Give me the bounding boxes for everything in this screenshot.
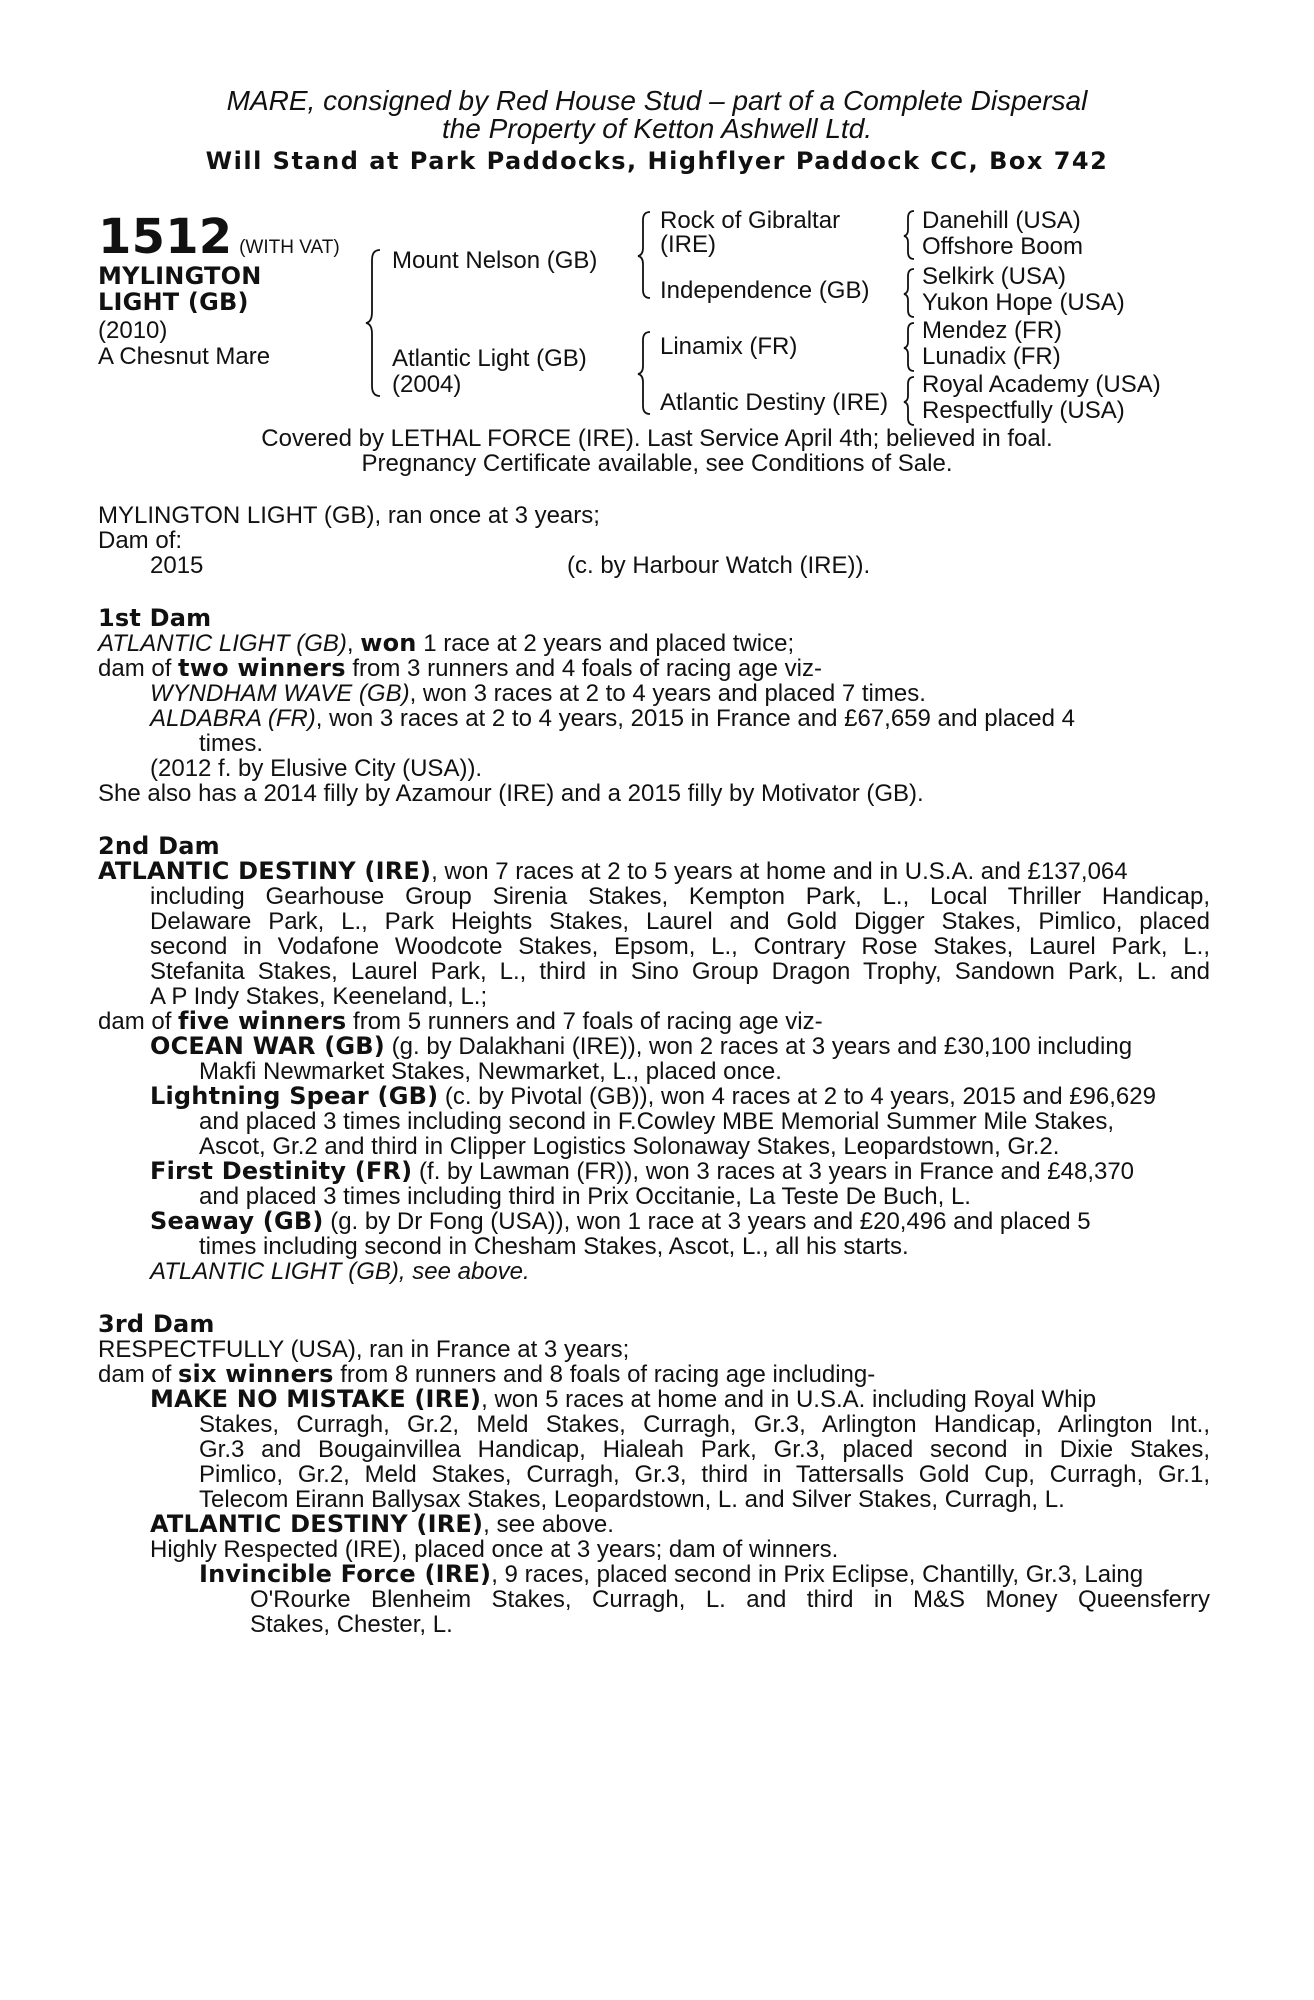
text: dam of (98, 655, 179, 682)
winner-name: WYNDHAM WAVE (GB) (150, 680, 410, 707)
text: from 8 runners and 8 foals of racing age including- (333, 1361, 876, 1388)
sep: , (346, 630, 361, 657)
third-dam-winner-1-l4: Pimlico, Gr.2, Meld Stakes, Curragh, Gr.3, third in Tattersalls Gold Cup, Curragh, Gr.1, (199, 1461, 1210, 1488)
offspring-record: (g. by Dalakhani (IRE)), won 2 races at 3 years and £30,100 including (384, 1033, 1133, 1060)
ds-parents-brace (904, 322, 918, 372)
third-dam-highly-respected: Highly Respected (IRE), placed once at 3 years; dam of winners. (150, 1536, 839, 1563)
produce-year: 2015 (150, 552, 204, 579)
sd-dam-name: Yukon Hope (USA) (922, 289, 1125, 316)
third-dam-winner-1-l5: Telecom Eirann Ballysax Stakes, Leopardstown, L. and Silver Stakes, Curragh, L. (199, 1486, 1065, 1513)
offspring-name: Seaway (GB) (150, 1207, 324, 1235)
lot-year: (2010) (98, 317, 168, 344)
vat-label: (WITH VAT) (239, 237, 340, 258)
offspring-3-cont: and placed 3 times including third in Prix Occitanie, La Teste De Buch, L. (199, 1183, 971, 1210)
offspring-1 (150, 1034, 1132, 1059)
consignor-line: MARE, consigned by Red House Stud – part of a Complete Dispersal (226, 85, 1088, 116)
text: from 3 runners and 4 foals of racing age viz- (345, 655, 822, 682)
second-dam-line4: second in Vodafone Woodcote Stakes, Epsom, L., Contrary Rose Stakes, Laurel Park, L., (150, 933, 1210, 960)
offspring-2-cont1: and placed 3 times including second in F.Cowley MBE Memorial Summer Mile Stakes, (199, 1108, 1115, 1135)
winner-name: MAKE NO MISTAKE (IRE) (150, 1385, 482, 1413)
dam-name: Atlantic Light (GB) (392, 345, 587, 372)
winner-name: ATLANTIC DESTINY (IRE) (150, 1510, 484, 1538)
third-dam-line1: RESPECTFULLY (USA), ran in France at 3 years; (98, 1336, 630, 1363)
offspring-record: (g. by Dr Fong (USA)), won 1 race at 3 years and £20,496 and placed 5 (323, 1208, 1091, 1235)
second-dam-name: ATLANTIC DESTINY (IRE) (98, 857, 432, 885)
text: dam of (98, 1361, 179, 1388)
first-dam-also: She also has a 2014 filly by Azamour (IRE) and a 2015 filly by Motivator (GB). (98, 780, 924, 807)
sire-name: Mount Nelson (GB) (392, 247, 598, 274)
location-line: Will Stand at Park Paddocks, Highflyer Paddock CC, Box 742 (205, 147, 1109, 175)
first-dam-winner-2 (150, 706, 1075, 731)
lot-number: 1512 (98, 209, 233, 265)
second-dam-line3: Delaware Park, L., Park Heights Stakes, Laurel and Gold Digger Stakes, Pimlico, placed (150, 908, 1210, 935)
sire-dam-brace (366, 248, 386, 398)
winner-record: , won 3 races at 2 to 4 years, 2015 in France and £67,659 and placed 4 (315, 705, 1075, 732)
offspring-3 (150, 1159, 1134, 1184)
lot-name-line1: MYLINGTON (98, 262, 262, 290)
produce-line1: MYLINGTON LIGHT (GB), ran once at 3 years; (98, 502, 600, 529)
sd-sire-name: Selkirk (USA) (922, 263, 1067, 290)
offspring-4-cont: times including second in Chesham Stakes, Ascot, L., all his starts. (199, 1233, 909, 1260)
second-dam-damof (98, 1009, 823, 1034)
first-dam-line1-rest: 1 race at 2 years and placed twice; (416, 630, 795, 657)
second-dam-line2: including Gearhouse Group Sirenia Stakes, Kempton Park, L., Local Thriller Handicap, (150, 883, 1210, 910)
sire-sire-line1: Rock of Gibraltar (660, 207, 841, 234)
second-dam-see-above: ATLANTIC LIGHT (GB), see above. (150, 1258, 530, 1285)
offspring-4 (150, 1209, 1091, 1234)
second-dam-line1 (98, 859, 1128, 884)
ss-sire-name: Danehill (USA) (922, 207, 1081, 234)
won-label: won (360, 629, 417, 657)
produce-line2: Dam of: (98, 527, 183, 554)
first-dam-title: 1st Dam (98, 604, 212, 632)
third-dam-winner-1-l3: Gr.3 and Bougainvillea Handicap, Hialeah Park, Gr.3, placed second in Dixie Stakes, (199, 1436, 1210, 1463)
winners-count: six winners (178, 1360, 334, 1388)
lot-name-line2: LIGHT (GB) (98, 288, 249, 316)
winner-record: , won 3 races at 2 to 4 years and placed 7 times. (409, 680, 926, 707)
third-dam-grandson-cont2: Stakes, Chester, L. (250, 1611, 453, 1638)
property-line: the Property of Ketton Ashwell Ltd. (441, 113, 873, 144)
third-dam-title: 3rd Dam (98, 1310, 215, 1338)
offspring-name: OCEAN WAR (GB) (150, 1032, 385, 1060)
offspring-name: First Destinity (FR) (150, 1157, 413, 1185)
dam-parents-brace (638, 330, 654, 416)
sire-sire-line2: (IRE) (660, 231, 716, 258)
offspring-record: (c. by Pivotal (GB)), won 4 races at 2 to 4 years, 2015 and £96,629 (438, 1083, 1156, 1110)
dam-year: (2004) (392, 371, 462, 398)
winner-record: , 9 races, placed second in Prix Eclipse, Chantilly, Gr.3, Laing (491, 1561, 1144, 1588)
offspring-1-cont: Makfi Newmarket Stakes, Newmarket, L., placed once. (199, 1058, 782, 1085)
first-dam-line2 (98, 656, 822, 681)
ss-parents-brace (904, 210, 918, 260)
first-dam-line1 (98, 631, 794, 656)
offspring-2-cont2: Ascot, Gr.2 and third in Clipper Logistics Solonaway Stakes, Leopardstown, Gr.2. (199, 1133, 1060, 1160)
covered-line: Covered by LETHAL FORCE (IRE). Last Service April 4th; believed in foal. (261, 425, 1053, 452)
text: from 5 runners and 7 foals of racing age viz- (346, 1008, 823, 1035)
pregnancy-line: Pregnancy Certificate available, see Conditions of Sale. (361, 450, 953, 477)
dam-dam-name: Atlantic Destiny (IRE) (660, 389, 889, 416)
third-dam-winner-1-l2: Stakes, Curragh, Gr.2, Meld Stakes, Curragh, Gr.3, Arlington Handicap, Arlington Int., (199, 1411, 1210, 1438)
dam-sire-name: Linamix (FR) (660, 333, 798, 360)
winner-record: , won 5 races at home and in U.S.A. including Royal Whip (481, 1386, 1097, 1413)
dd-sire-name: Royal Academy (USA) (922, 371, 1161, 398)
lot-number-block (98, 209, 340, 265)
sire-dam-name: Independence (GB) (660, 277, 870, 304)
third-dam-damof (98, 1362, 875, 1387)
third-dam-grandson-cont1: O'Rourke Blenheim Stakes, Curragh, L. and third in M&S Money Queensferry (250, 1586, 1210, 1613)
first-dam-2012-foal: (2012 f. by Elusive City (USA)). (150, 755, 483, 782)
dd-dam-name: Respectfully (USA) (922, 397, 1125, 424)
lot-description: A Chesnut Mare (98, 343, 271, 370)
third-dam-winner-2 (150, 1512, 614, 1537)
ds-sire-name: Mendez (FR) (922, 317, 1063, 344)
winners-count: two winners (178, 654, 346, 682)
second-dam-record: , won 7 races at 2 to 5 years at home and in U.S.A. and £137,064 (431, 858, 1128, 885)
sd-parents-brace (904, 268, 918, 318)
winner-record: , see above. (483, 1511, 614, 1538)
first-dam-name: ATLANTIC LIGHT (GB) (98, 630, 347, 657)
third-dam-winner-1 (150, 1387, 1096, 1412)
second-dam-title: 2nd Dam (98, 832, 220, 860)
sire-parents-brace (638, 210, 654, 300)
first-dam-winner-2-cont: times. (199, 730, 264, 757)
ds-dam-name: Lunadix (FR) (922, 343, 1061, 370)
winner-name: ALDABRA (FR) (150, 705, 316, 732)
winner-name: Invincible Force (IRE) (199, 1560, 492, 1588)
winners-count: five winners (178, 1007, 347, 1035)
dd-parents-brace (904, 376, 918, 426)
text: dam of (98, 1008, 179, 1035)
produce-foal: (c. by Harbour Watch (IRE)). (567, 552, 871, 579)
offspring-name: Lightning Spear (GB) (150, 1082, 439, 1110)
offspring-2 (150, 1084, 1156, 1109)
second-dam-line5: Stefanita Stakes, Laurel Park, L., third in Sino Group Dragon Trophy, Sandown Park, L. and (150, 958, 1210, 985)
first-dam-winner-1 (150, 681, 926, 706)
third-dam-grandson (199, 1562, 1143, 1587)
offspring-record: (f. by Lawman (FR)), won 3 races at 3 years in France and £48,370 (412, 1158, 1135, 1185)
ss-dam-name: Offshore Boom (922, 233, 1083, 260)
second-dam-line6: A P Indy Stakes, Keeneland, L.; (150, 983, 488, 1010)
